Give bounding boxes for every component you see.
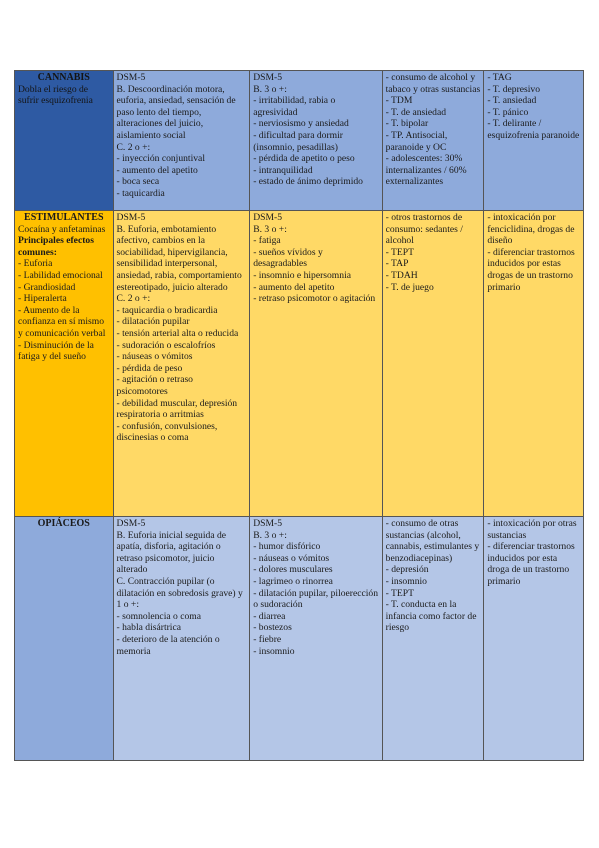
text-line: - taquicardia xyxy=(116,187,165,199)
row-estimulantes xyxy=(15,211,584,517)
text-line: - depresión xyxy=(385,564,429,576)
text-line: - Aumento de la confianza en sí mismo y comunicación verbal xyxy=(18,304,106,339)
text-line: - náuseas o vómitos xyxy=(253,552,330,564)
text-line: - insomnio xyxy=(253,645,295,657)
text-line: - dilatación pupilar, piloerección o sudoración xyxy=(253,587,379,611)
text-line: - fiebre xyxy=(253,633,282,645)
header-note: Cocaína y anfetaminas xyxy=(18,223,106,235)
cell-cannabis-header xyxy=(15,71,114,211)
cell-estimulantes-comorbidity xyxy=(382,211,484,517)
cell-estimulantes-header xyxy=(15,211,114,517)
cell-estimulantes-intoxication xyxy=(113,211,250,517)
text-line: B. 3 o +: xyxy=(253,529,287,541)
text-line: - fatiga xyxy=(253,235,281,247)
text-line: DSM-5 xyxy=(116,212,146,223)
text-line: - retraso psicomotor o agitación xyxy=(253,293,376,305)
text-line: - Hiperalerta xyxy=(18,293,67,305)
text-line: - TEPT xyxy=(385,587,414,599)
text-line: - confusión, convulsiones, discinesias o coma xyxy=(116,420,218,444)
text-line: B. Descoordinación motora, euforia, ansiedad, sensación de paso lento del tiempo, alteraciones del juicio, aislamiento social xyxy=(116,83,236,141)
text-line: - dificultad para dormir (insomnio, pesadillas) xyxy=(253,129,343,153)
text-line: - T. bipolar xyxy=(385,118,429,130)
text-line: - agitación o retraso psicomotores xyxy=(116,374,193,397)
text-line: - nerviosismo y ansiedad xyxy=(253,118,349,130)
text-line: - lagrimeo o rinorrea xyxy=(253,575,333,587)
text-line: - TDM xyxy=(385,95,413,107)
text-line: - TP. Antisocial, paranoide y OC xyxy=(385,129,448,153)
text-line: - tensión arterial alta o reducida xyxy=(116,327,239,339)
cell-cannabis-intoxication xyxy=(113,71,250,211)
text-line: - T. delirante / esquizofrenia paranoide xyxy=(487,118,580,141)
row-title: ESTIMULANTES xyxy=(24,212,104,223)
text-line: - T. depresivo xyxy=(487,83,541,95)
cell-cannabis-withdrawal xyxy=(250,71,382,211)
text-line: - consumo de alcohol y tabaco y otras sustancias xyxy=(385,72,481,95)
text-line: - TAP xyxy=(385,258,409,270)
text-line: C. Contracción pupilar (o dilatación en sobredosis grave) y 1 o +: xyxy=(116,575,243,611)
text-line: - insomnio e hipersomnia xyxy=(253,269,351,281)
text-line: - aumento del apetito xyxy=(253,281,335,293)
text-line: - aumento del apetito xyxy=(116,164,198,176)
text-line: - T. ansiedad xyxy=(487,95,537,107)
text-line: C. 2 o +: xyxy=(116,293,151,305)
text-line: - estado de ánimo deprimido xyxy=(253,176,363,188)
text-line: - Grandiosidad xyxy=(18,281,76,293)
text-line: DSM-5 xyxy=(253,72,282,83)
cell-opiaceos-comorbidity xyxy=(382,517,484,761)
cell-opiaceos-withdrawal xyxy=(250,517,382,761)
text-line: - somnolencia o coma xyxy=(116,610,201,622)
row-title: CANNABIS xyxy=(37,72,90,83)
header-bold-note: Principales efectos comunes: xyxy=(18,235,94,258)
text-line: - insomnio xyxy=(385,575,427,587)
text-line: - intoxicación por fenciclidina, drogas de diseño xyxy=(487,212,575,247)
text-line: - Labilidad emocional xyxy=(18,269,103,281)
text-line: - inyección conjuntival xyxy=(116,153,205,165)
text-line: - sudoración o escalofríos xyxy=(116,339,216,351)
text-line: DSM-5 xyxy=(116,518,146,529)
text-line: - T. conducta en la infancia como factor de riesgo xyxy=(385,599,477,634)
text-line: - TDAH xyxy=(385,269,418,281)
text-line: - Euforia xyxy=(18,258,53,270)
cell-opiaceos-differential xyxy=(484,517,584,761)
cell-opiaceos-header xyxy=(15,517,114,761)
text-line: - bostezos xyxy=(253,622,292,634)
text-line: - TAG xyxy=(487,72,512,83)
text-line: - intoxicación por otras sustancias xyxy=(487,518,577,541)
text-line: - dilatación pupilar xyxy=(116,316,190,328)
cell-cannabis-comorbidity xyxy=(382,71,484,211)
text-line: - debilidad muscular, depresión respiratoria o arritmias xyxy=(116,397,238,421)
text-line: DSM-5 xyxy=(253,212,282,223)
text-line: - diferenciar trastornos inducidos por estas drogas de un trastorno primario xyxy=(487,246,575,293)
cell-estimulantes-withdrawal xyxy=(250,211,382,517)
text-line: - otros trastornos de consumo: sedantes / alcohol xyxy=(385,212,463,247)
text-line: - taquicardia o bradicardia xyxy=(116,304,218,316)
row-title: OPIÁCEOS xyxy=(37,518,90,529)
text-line: B. Euforia, embotamiento afectivo, cambios en la sociabilidad, hipervigilancia, sensibilidad interpersonal, ansiedad, rabia, comportamiento estereotipado, juicio alterado xyxy=(116,223,242,293)
text-line: - T. de ansiedad xyxy=(385,106,447,118)
text-line: - T. pánico xyxy=(487,106,529,118)
text-line: - intranquilidad xyxy=(253,164,313,176)
cell-estimulantes-differential xyxy=(484,211,584,517)
text-line: - T. de juego xyxy=(385,281,434,293)
text-line: - adolescentes: 30% internalizantes / 60% externalizantes xyxy=(385,153,467,188)
text-line: B. 3 o +: xyxy=(253,223,287,235)
text-line: B. Euforia inicial seguida de apatía, disforia, agitación o retraso psicomotor, juicio alterado xyxy=(116,529,227,576)
row-cannabis xyxy=(15,71,584,211)
text-line: B. 3 o +: xyxy=(253,83,287,95)
text-line: - TEPT xyxy=(385,246,414,258)
text-line: - irritabilidad, rabia o agresividad xyxy=(253,95,336,118)
text-line: - náuseas o vómitos xyxy=(116,351,193,363)
text-line: - diarrea xyxy=(253,610,286,622)
text-line: DSM-5 xyxy=(253,518,282,529)
text-line: - deterioro de la atención o memoria xyxy=(116,633,220,657)
text-line: - sueños vívidos y desagradables xyxy=(253,246,323,270)
text-line: - diferenciar trastornos inducidos por esta droga de un trastorno primario xyxy=(487,541,575,587)
cell-cannabis-differential xyxy=(484,71,584,211)
text-line: C. 2 o +: xyxy=(116,141,151,153)
row-opiaceos xyxy=(15,517,584,761)
text-line: DSM-5 xyxy=(116,72,146,83)
text-line: - consumo de otras sustancias (alcohol, cannabis, estimulantes y benzodiacepinas) xyxy=(385,518,480,564)
cell-opiaceos-intoxication xyxy=(113,517,250,761)
text-line: - habla disártrica xyxy=(116,622,181,634)
text-line: - boca seca xyxy=(116,176,160,188)
header-note: Dobla el riesgo de sufrir esquizofrenia xyxy=(18,83,93,107)
text-line: - dolores musculares xyxy=(253,564,333,576)
text-line: - Disminución de la fatiga y del sueño xyxy=(18,339,94,363)
text-line: - pérdida de apetito o peso xyxy=(253,153,355,165)
text-line: - pérdida de peso xyxy=(116,362,183,374)
substance-disorders-table xyxy=(14,70,584,761)
text-line: - humor disfórico xyxy=(253,541,321,553)
